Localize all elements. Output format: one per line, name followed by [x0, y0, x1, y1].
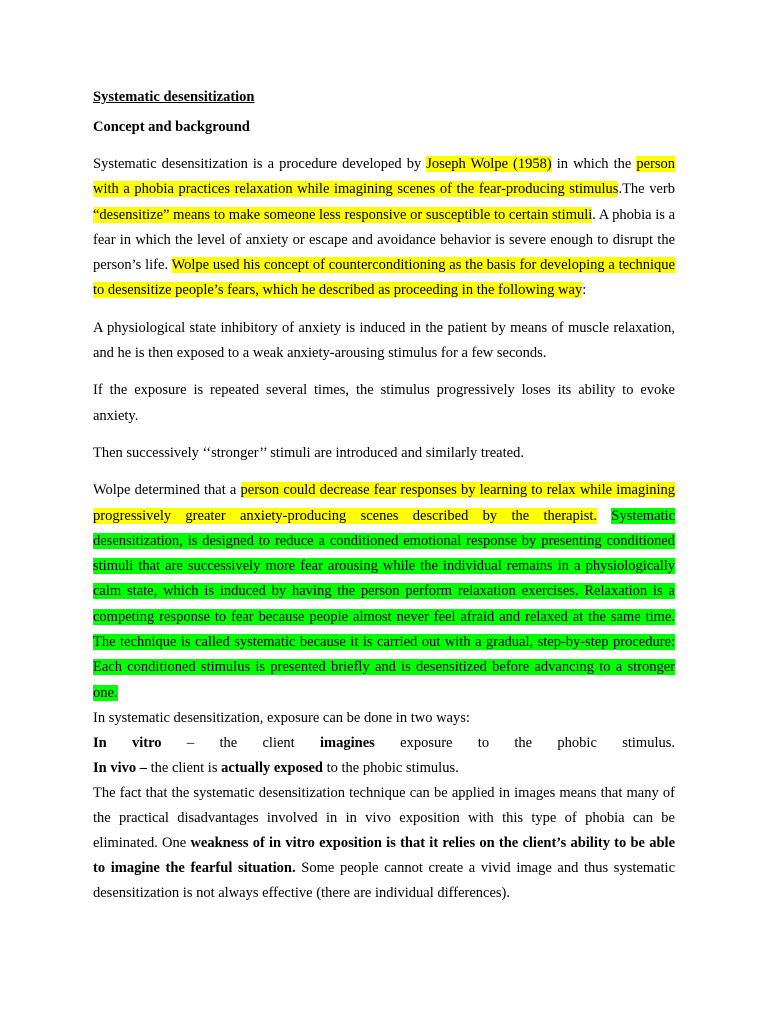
- highlight-person: person with a phobia practices relaxation while imagining scenes of the fear-producing stimulus: [93, 156, 675, 198]
- in-vitro-line: [93, 731, 675, 756]
- text: – the client: [161, 734, 321, 751]
- text: Wolpe determined that a: [93, 482, 241, 499]
- term-in-vitro: In vitro: [93, 734, 162, 751]
- paragraph-step-3: Then successively ‘‘stronger’’ stimuli are introduced and similarly treated.: [93, 444, 524, 461]
- section-heading: Concept and background: [93, 119, 250, 135]
- text: :: [582, 282, 587, 299]
- document-body: [93, 87, 675, 906]
- text: . A phobia is a fear in which the level of anxiety or escape and avoidance behavior is severe enough to disrupt the person’s life.: [93, 206, 676, 274]
- text: the client is: [147, 759, 222, 776]
- paragraph-two-ways: In systematic desensitization, exposure can be done in two ways:: [93, 709, 470, 726]
- text: [597, 508, 611, 524]
- text: in which the: [551, 156, 637, 172]
- highlight-author: Joseph Wolpe (1958): [426, 156, 552, 172]
- highlight-verb: “desensitize” means to make someone less responsive or susceptible to certain stimuli: [93, 206, 593, 223]
- paragraph-step-1: A physiological state inhibitory of anxiety is induced in the patient by means of muscle relaxation, and he is then exposed to a weak anxiety-arousing stimulus for a few seconds.: [93, 319, 675, 362]
- document-title: Systematic desensitization: [93, 89, 255, 105]
- text: exposure to the phobic stimulus.: [374, 734, 675, 751]
- text: .The verb: [618, 181, 675, 198]
- highlight-green: Systematic desensitization, is designed to reduce a conditioned emotional response by presenting conditioned stimuli that are successively more fear arousing while the individual remains in a physiologically calm state, which is induced by having the person perform relaxation exercises. Relaxation is a competing response to fear because people almost never feel afraid and relaxed at the same time. The technique is called systematic because it is carried out with a gradual, step-by-step procedure: Each conditioned stimulus is presented briefly and is desensitized before advancing to a stronger one.: [93, 507, 676, 701]
- highlight-yellow: person could decrease fear responses by learning to relax while imagining progressively greater anxiety-producing scenes described by the therapist.: [93, 482, 676, 524]
- bold-weakness: weakness of in vitro exposition is that it relies on the client’s ability to be able to imagine the fearful situation.: [93, 834, 675, 876]
- paragraph-step-2: If the exposure is repeated several times, the stimulus progressively loses its ability to evoke anxiety.: [93, 382, 675, 424]
- text: to the phobic stimulus.: [323, 759, 459, 776]
- bold-imagines: imagines: [320, 734, 375, 751]
- text: Systematic desensitization is a procedure developed by: [93, 156, 427, 172]
- paragraph-intro: [93, 152, 675, 304]
- highlight-wolpe: Wolpe used his concept of counterconditioning as the basis for developing a technique to desensitize people’s fears, which he described as proceeding in the following way: [93, 257, 675, 299]
- text: The fact that the systematic desensitization technique can be applied in images means that many of the practical disadvantages involved in in vivo exposition with this type of phobia can be eliminated. One: [93, 784, 675, 851]
- paragraph-weakness: [93, 781, 675, 906]
- in-vivo-line: [93, 756, 675, 781]
- text: Some people cannot create a vivid image and thus systematic desensitization is not always effective (there are individual differences).: [93, 859, 676, 901]
- bold-actually-exposed: actually exposed: [221, 759, 323, 776]
- paragraph-wolpe: [93, 478, 675, 706]
- term-in-vivo: In vivo –: [93, 759, 147, 776]
